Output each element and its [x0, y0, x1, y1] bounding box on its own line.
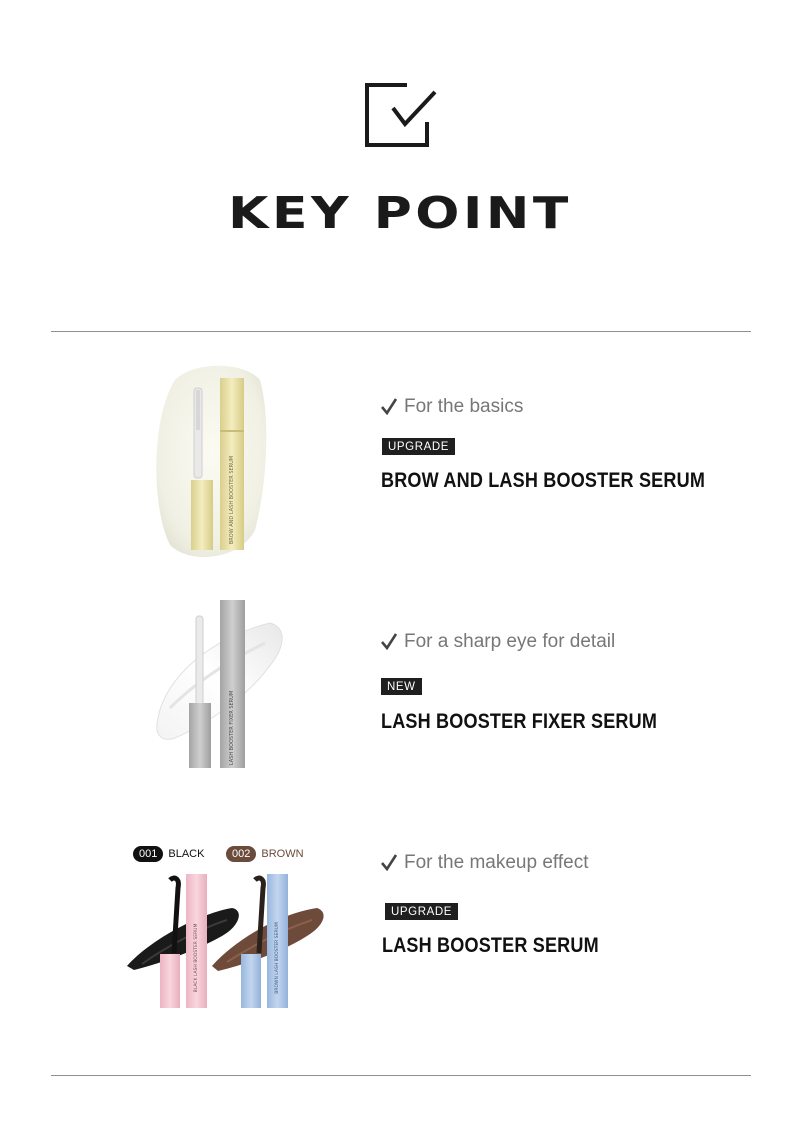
lash-fixer-serum-image [150, 598, 290, 773]
shade-brown [226, 846, 304, 862]
new-badge: NEW [381, 678, 422, 695]
point-sharp-eye [380, 631, 615, 653]
brow-lash-serum-image [150, 360, 270, 570]
product-name: BROW AND LASH BOOSTER SERUM [381, 469, 706, 492]
point-text: For the makeup effect [404, 852, 589, 873]
checkbox-icon [365, 82, 437, 148]
shade-code: 002 [226, 846, 256, 862]
shade-name: BLACK [168, 848, 205, 860]
point-text: For a sharp eye for detail [404, 631, 616, 652]
upgrade-badge: UPGRADE [382, 438, 455, 455]
tube-label: BROWN LASH BOOSTER SERUM [275, 922, 280, 994]
lash-booster-serum-image [122, 868, 332, 1013]
shade-code: 001 [133, 846, 163, 862]
tube-label: BROW AND LASH BOOSTER SERUM [229, 455, 235, 545]
product-name: LASH BOOSTER SERUM [382, 934, 599, 957]
shade-black [133, 846, 204, 862]
point-basics [380, 396, 523, 418]
top-divider [51, 331, 751, 332]
checkmark-icon [380, 853, 398, 871]
tube-label: LASH BOOSTER FIXER SERUM [229, 690, 235, 766]
shade-name: BROWN [261, 848, 304, 860]
tube-label: BLACK LASH BOOSTER SERUM [194, 923, 199, 993]
upgrade-badge: UPGRADE [385, 903, 458, 920]
point-makeup-effect [380, 852, 588, 874]
page-title: KEY POINT [228, 188, 572, 239]
bottom-divider [51, 1075, 751, 1076]
checkmark-icon [380, 632, 398, 650]
product-name: LASH BOOSTER FIXER SERUM [381, 710, 658, 733]
point-text: For the basics [404, 396, 524, 417]
checkmark-icon [380, 397, 398, 415]
